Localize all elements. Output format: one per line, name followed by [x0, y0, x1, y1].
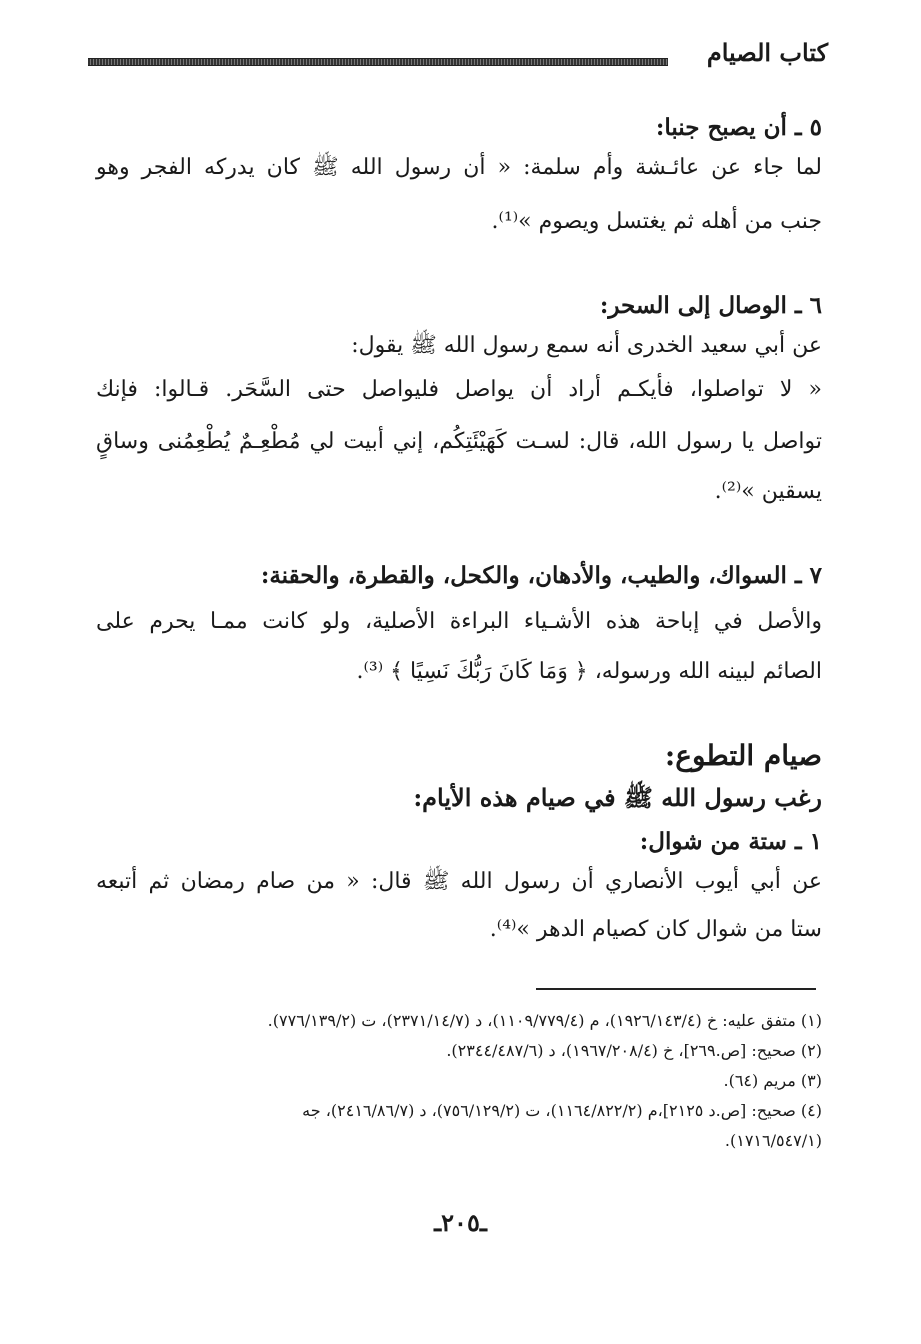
text-line: « لا تواصلوا، فأيكـم أراد أن يواصل فليواصل حتى السَّحَر. قـالوا: فإنك [96, 377, 822, 402]
footnote: (٢) صحيح: [ص.٢٦٩]، خ (١٩٦٧/٢٠٨/٤)، د (٢٣٤٤/٤٨٧/٦). [446, 1041, 822, 1060]
text-line: عن أبي سعيد الخدرى أنه سمع رسول الله ﷺ يقول: [351, 333, 822, 358]
chapter-title: صيام التطوع: [664, 739, 822, 772]
footnotes [96, 1006, 822, 1156]
page-header [88, 38, 828, 78]
footnote: (١٧١٦/٥٤٧/١). [724, 1131, 822, 1150]
footnote: (١) متفق عليه: خ (١٩٢٦/١٤٣/٤)، م (١١٠٩/٧٧٩/٤)، د (٢٣٧١/١٤/٧)، ت (٧٧٦/١٣٩/٢). [267, 1011, 822, 1030]
footnote-separator [536, 988, 816, 990]
text-line: عن أبي أيوب الأنصاري أن رسول الله ﷺ قال: « من صام رمضان ثم أتبعه [96, 869, 822, 894]
footnote: (٣) مريم (٦٤). [723, 1071, 822, 1090]
text-line: يسقين »⁽²⁾. [714, 479, 822, 504]
header-rule [88, 58, 668, 66]
section-heading: ٦ ـ الوصال إلى السحر: [599, 292, 822, 319]
book-title: كتاب الصيام [706, 38, 828, 67]
text-line: جنب من أهله ثم يغتسل ويصوم »⁽¹⁾. [491, 209, 822, 234]
text-line: ستا من شوال كان كصيام الدهر »⁽⁴⁾. [489, 917, 822, 942]
page-number: ـ٢٠٥ـ [434, 1208, 487, 1237]
footnote: (٤) صحيح: [ص.د ٢١٢٥]،م (١١٦٤/٨٢٢/٢)، ت (٧٥٦/١٢٩/٢)، د (٢٤١٦/٨٦/٧)، جه [302, 1101, 822, 1120]
chapter-subtitle: رغب رسول الله ﷺ في صيام هذه الأيام: [413, 783, 822, 812]
text-line: تواصل يا رسول الله، قال: لسـت كَهَيْئَتِكُم، إني أبيت لي مُطْعِـمٌ يُطْعِمُنى وساقٍ [96, 429, 822, 454]
section-heading: ٥ ـ أن يصبح جنبا: [655, 114, 822, 141]
section-5 [96, 108, 822, 242]
text-line: والأصل في إباحة هذه الأشـياء البراءة الأصلية، ولو كانت ممـا يحرم على [96, 609, 822, 634]
text-line: لما جاء عن عائـشة وأم سلمة: « أن رسول الله ﷺ كان يدركه الفجر وهو [96, 155, 822, 180]
section-heading: ١ ـ ستة من شوال: [639, 828, 822, 855]
section-heading: ٧ ـ السواك، والطيب، والأدهان، والكحل، والقطرة، والحقنة: [260, 562, 822, 589]
text-line: الصائم لبينه الله ورسوله، ﴿ وَمَا كَانَ رَبُّكَ نَسِيًا ﴾ ⁽³⁾. [356, 659, 822, 684]
voluntary-fasting-section [96, 734, 822, 950]
section-7 [96, 556, 822, 692]
section-6 [96, 286, 822, 512]
